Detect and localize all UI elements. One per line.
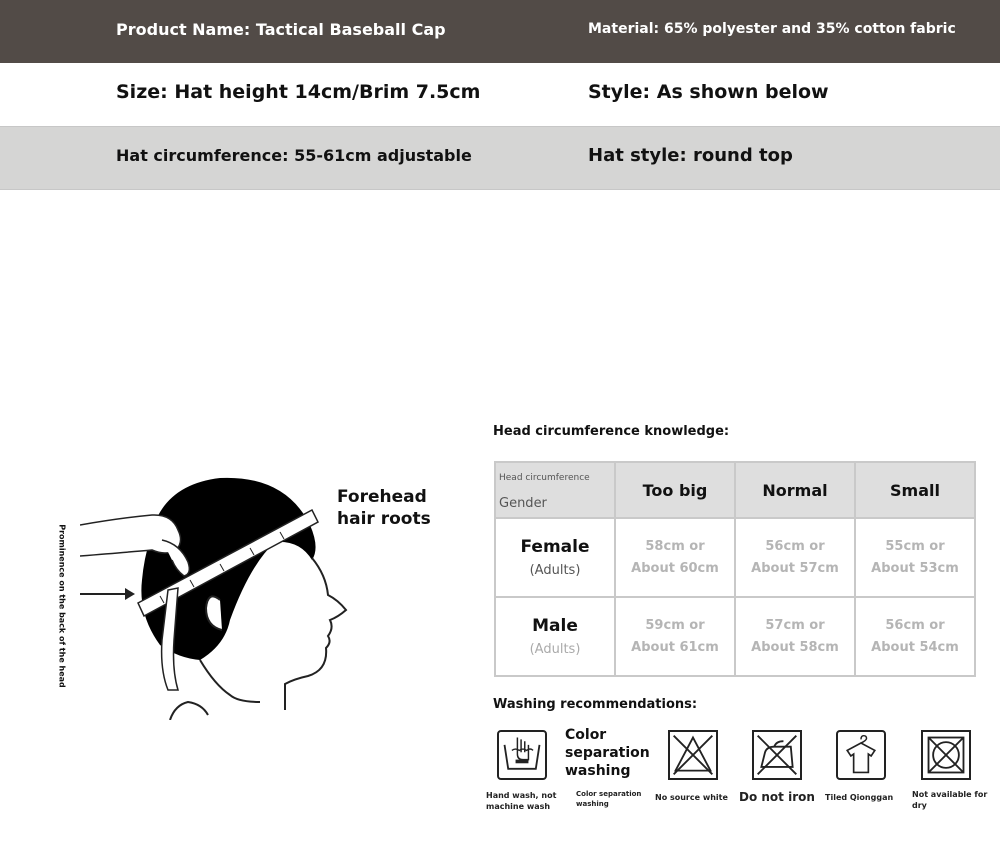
column-too-big: Too big <box>615 462 735 518</box>
gender-male: Male <box>532 616 578 636</box>
no-iron-label: Do not iron <box>739 790 815 804</box>
cell-male-small <box>855 597 975 676</box>
hat-style-spec: Hat style: round top <box>588 145 793 166</box>
color-separation-heading: Color separation washing <box>565 727 650 779</box>
table-row-male <box>495 597 975 676</box>
material: Material: 65% polyester and 35% cotton fabric <box>588 21 956 37</box>
cell-male-too-big <box>615 597 735 676</box>
value-line: About 54cm <box>871 639 959 655</box>
corner-head-circumference: Head circumference <box>499 473 590 483</box>
forehead-label: Forehead hair roots <box>337 487 431 529</box>
no-tumble-dry-icon <box>921 730 971 780</box>
color-separation-label: Color separation washing <box>576 790 642 808</box>
value-line: 56cm or <box>885 617 945 633</box>
gender-female: Female <box>520 537 590 557</box>
cell-male-normal <box>735 597 855 676</box>
size-chart-table <box>494 461 976 677</box>
hang-dry-label: Tiled Qionggan <box>825 793 894 802</box>
product-name: Product Name: Tactical Baseball Cap <box>116 20 446 39</box>
table-row-female <box>495 518 975 597</box>
value-line: About 60cm <box>631 560 719 576</box>
cell-female-normal <box>735 518 855 597</box>
no-tumble-dry-label: Not available for dry <box>912 790 988 810</box>
value-line: About 61cm <box>631 639 719 655</box>
group-male: (Adults) <box>529 642 581 657</box>
size-chart-corner <box>495 462 615 518</box>
size-chart-header-row <box>495 462 975 518</box>
value-line: 58cm or <box>645 538 705 554</box>
no-iron-icon <box>752 730 802 780</box>
hand-wash-icon <box>497 730 547 780</box>
value-line: About 58cm <box>751 639 839 655</box>
value-line: 55cm or <box>885 538 945 554</box>
hang-dry-icon <box>836 730 886 780</box>
back-of-head-label: Prominence on the back of the head <box>57 524 67 688</box>
head-measurement-illustration <box>80 470 370 720</box>
row-label-male <box>495 597 615 676</box>
washing-title: Washing recommendations: <box>493 697 698 712</box>
no-bleach-label: No source white <box>655 793 728 802</box>
column-normal: Normal <box>735 462 855 518</box>
value-line: 57cm or <box>765 617 825 633</box>
size-chart-title: Head circumference knowledge: <box>493 424 730 439</box>
hand-wash-label: Hand wash, not machine wash <box>486 791 557 811</box>
column-small: Small <box>855 462 975 518</box>
corner-gender: Gender <box>499 496 547 511</box>
cell-female-small <box>855 518 975 597</box>
circumference-spec: Hat circumference: 55-61cm adjustable <box>116 146 472 165</box>
no-bleach-icon <box>668 730 718 780</box>
row-label-female <box>495 518 615 597</box>
size-spec: Size: Hat height 14cm/Brim 7.5cm <box>116 81 481 103</box>
cell-female-too-big <box>615 518 735 597</box>
value-line: 59cm or <box>645 617 705 633</box>
style-spec: Style: As shown below <box>588 81 829 103</box>
value-line: About 53cm <box>871 560 959 576</box>
value-line: 56cm or <box>765 538 825 554</box>
value-line: About 57cm <box>751 560 839 576</box>
group-female: (Adults) <box>529 563 581 578</box>
